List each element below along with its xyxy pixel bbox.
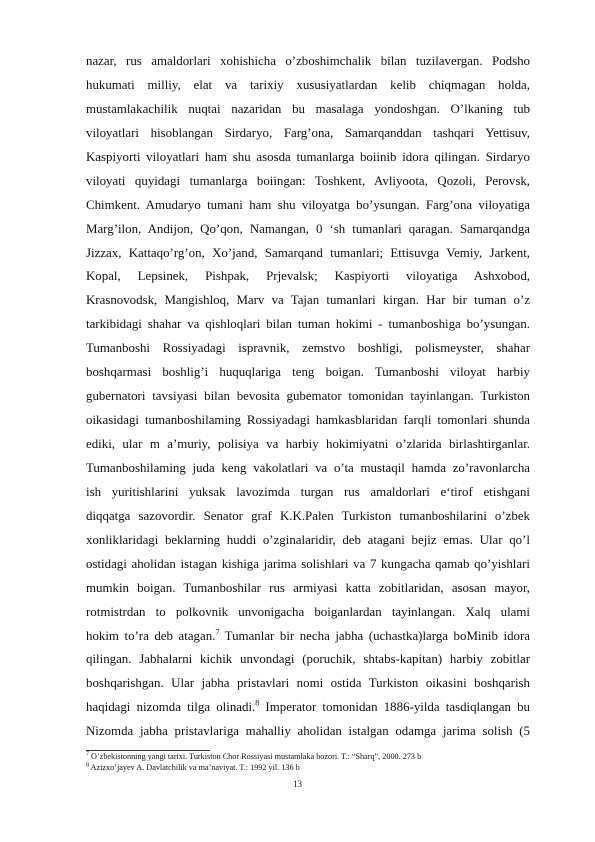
text-line: Tumanboshilaming juda keng vakolatlari va o’ta mustaqil hamda zo’ravonlarcha xyxy=(86,460,530,475)
text-line: Krasnovodsk, Mangishloq, Marv va Tajan tumanlari kirgan. Har bir tuman o’z xyxy=(86,293,530,308)
footnote-separator xyxy=(86,750,210,751)
text-line: diqqatga sazovordir. Senator graf K.K.Palen Turkiston tumanboshilarini o’zbek xyxy=(86,508,530,523)
text-line: mustamlakachilik nuqtai nazaridan bu masalaga yondoshgan. O’lkaning tub xyxy=(86,101,530,116)
footnote xyxy=(86,752,530,763)
text-line: viloyatlari hisoblangan Sirdaryo, Farg’ona, Samarqanddan tashqari Yettisuv, xyxy=(86,125,530,140)
text-line: Tumanboshi Rossiyadagi ispravnik, zemstvo boshligi, polismeyster, shahar xyxy=(86,341,530,356)
text-line-with-footnote-ref: hokim to’ra deb atagan.$^7$ Tumanlar bir necha jabha (uchastka)larga boMinib idora xyxy=(86,627,530,643)
text-line: nazar, rus amaldorlari xohishicha o’zboshimchalik bilan tuzilavergan. Podsho xyxy=(86,54,530,68)
text-line: boshqarmasi boshlig’i huquqlariga teng boigan. Tumanboshi viloyat harbiy xyxy=(86,365,530,380)
text-line: xonliklaridagi beklarning huddi o’zginalaridir, deb atagani bejiz emas. Ular qo’l xyxy=(86,532,530,547)
text-line: Marg’ilon, Andijon, Qo’qon, Namangan, 0 ‘sh tumanlari qaragan. Samarqandga xyxy=(86,221,530,236)
text-line: Nizomda jabha pristavlariga mahalliy aholidan istalgan odamga jarima solish (5 xyxy=(86,724,530,739)
text-line: oikasidagi tumanboshilaming Rossiyadagi hamkasblaridan farqli tomonlari shunda xyxy=(86,413,530,428)
footnote-reference[interactable]: 8 xyxy=(255,699,260,709)
body-text xyxy=(86,50,530,744)
text-line: mumkin boigan. Tumanboshilar rus armiyasi katta zobitlaridan, asosan mayor, xyxy=(86,580,530,595)
footnote xyxy=(86,763,530,774)
text-line: Chimkent. Amudaryo tumani ham shu viloyatga bo’ysungan. Farg’ona viloyatiga xyxy=(86,197,530,212)
footnote-number: 8 xyxy=(86,762,89,769)
page-number: 13 xyxy=(293,779,302,789)
text-line: hukumati milliy, elat va tarixiy xususiyatlardan kelib chiqmagan holda, xyxy=(86,77,530,92)
text-line: viloyati quyidagi tumanlarga boiingan: Toshkent, Avliyoota, Qozoli, Perovsk, xyxy=(86,173,530,188)
text-line: ediki, ular m a’muriy, polisiya va harbiy hokimiyatni o’zlarida birlashtirganlar. xyxy=(86,437,530,451)
text-line: boshqarishgan. Ular jabha pristavlari nomi ostida Turkiston oikasini boshqarish xyxy=(86,676,530,691)
text-line: gubernatori tavsiyasi bilan bevosita gubemator tomonidan tayinlangan. Turkiston xyxy=(86,389,530,404)
text-line: ish yuritishlarini yuksak lavozimda turgan rus amaldorlari e‘tirof etishgani xyxy=(86,484,530,499)
footnote-text: O’zbekistonning yangi tarixi. Turkiston Chor Rossiyasi mustamlaka bozori. T.: “Sharq”, 2000. 273 b xyxy=(89,752,422,761)
text-line: Kopal, Lepsinek, Pishpak, Prjevalsk; Kaspiyorti viloyatiga Ashxobod, xyxy=(86,269,530,284)
text-line-with-footnote-ref: haqidagi nizomda tilga olinadi.$^8$ Imperator tomonidan 1886-yilda tasdiqlangan bu xyxy=(86,699,530,715)
text-line: Jizzax, Kattaqo’rg’on, Xo’jand, Samarqand tumanlari; Ettisuvga Vemiy, Jarkent, xyxy=(86,245,530,260)
footnote-reference[interactable]: 7 xyxy=(215,627,220,637)
text-line: ostidagi aholidan istagan kishiga jarima solishlari va 7 kungacha qamab qo’yishlari xyxy=(86,556,530,571)
footnote-text: Azizxo’jayev A. Davlatchilik va ma’naviyat. T.: 1992 yil. 136 b xyxy=(89,762,300,772)
text-line: rotmistrdan to polkovnik unvonigacha boiganlardan tayinlangan. Xalq ulami xyxy=(86,604,530,619)
footnotes xyxy=(86,752,530,774)
text-line: tarkibidagi shahar va qishloqlari bilan tuman hokimi - tumanboshiga bo’ysungan. xyxy=(86,317,530,332)
text-line: qilingan. Jabhalarni kichik unvondagi (poruchik, shtabs-kapitan) harbiy zobitlar xyxy=(86,652,530,667)
text-line: Kaspiyorti viloyatlari ham shu asosda tumanlarga boiinib idora qilingan. Sirdaryo xyxy=(86,149,530,164)
footnote-number: 7 xyxy=(86,751,89,758)
